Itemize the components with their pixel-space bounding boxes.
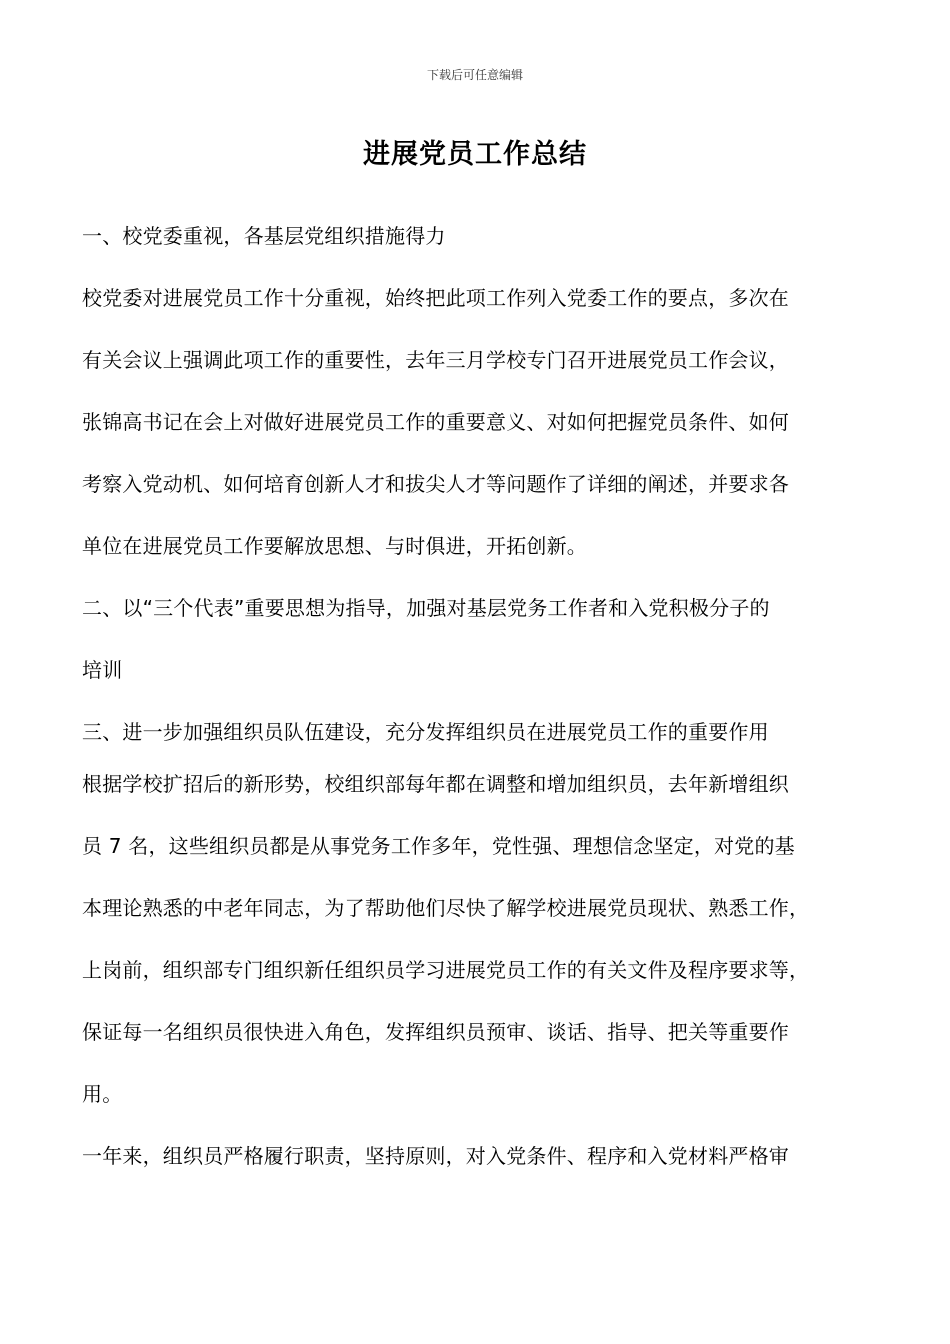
paragraph-line: 上岗前，组织部专门组织新任组织员学习进展党员工作的有关文件及程序要求等， (82, 958, 810, 982)
paragraph-line: 保证每一名组织员很快进入角色，发挥组织员预审、谈话、指导、把关等重要作 (82, 1020, 789, 1044)
paragraph-line: 考察入党动机、如何培育创新人才和拔尖人才等问题作了详细的阐述，并要求各 (82, 472, 789, 496)
paragraph-line: 根据学校扩招后的新形势，校组织部每年都在调整和增加组织员，去年新增组织 (82, 772, 789, 796)
paragraph-line: 校党委对进展党员工作十分重视，始终把此项工作列入党委工作的要点，多次在 (82, 286, 789, 310)
paragraph-line: 单位在进展党员工作要解放思想、与时俱进，开拓创新。 (82, 534, 587, 558)
section-heading-2-cont: 培训 (82, 658, 123, 682)
paragraph-line: 用。 (82, 1082, 123, 1106)
paragraph-line: 有关会议上强调此项工作的重要性，去年三月学校专门召开进展党员工作会议， (82, 348, 789, 372)
header-note: 下载后可任意编辑 (426, 68, 523, 82)
section-heading-3: 三、进一步加强组织员队伍建设，充分发挥组织员在进展党员工作的重要作用 (82, 720, 769, 744)
paragraph-line: 员 7 名，这些组织员都是从事党务工作多年，党性强、理想信念坚定，对党的基 (82, 834, 795, 858)
section-heading-1: 一、校党委重视，各基层党组织措施得力 (82, 224, 446, 248)
paragraph-line: 张锦高书记在会上对做好进展党员工作的重要意义、对如何把握党员条件、如何 (82, 410, 789, 434)
paragraph-line: 一年来，组织员严格履行职责，坚持原则，对入党条件、程序和入党材料严格审 (82, 1144, 789, 1168)
document-body (82, 205, 882, 1187)
paragraph-line: 本理论熟悉的中老年同志，为了帮助他们尽快了解学校进展党员现状、熟悉工作， (82, 896, 810, 920)
section-heading-2: 二、以“三个代表”重要思想为指导，加强对基层党务工作者和入党积极分子的 (82, 596, 770, 620)
document-title: 进展党员工作总结 (363, 139, 587, 170)
